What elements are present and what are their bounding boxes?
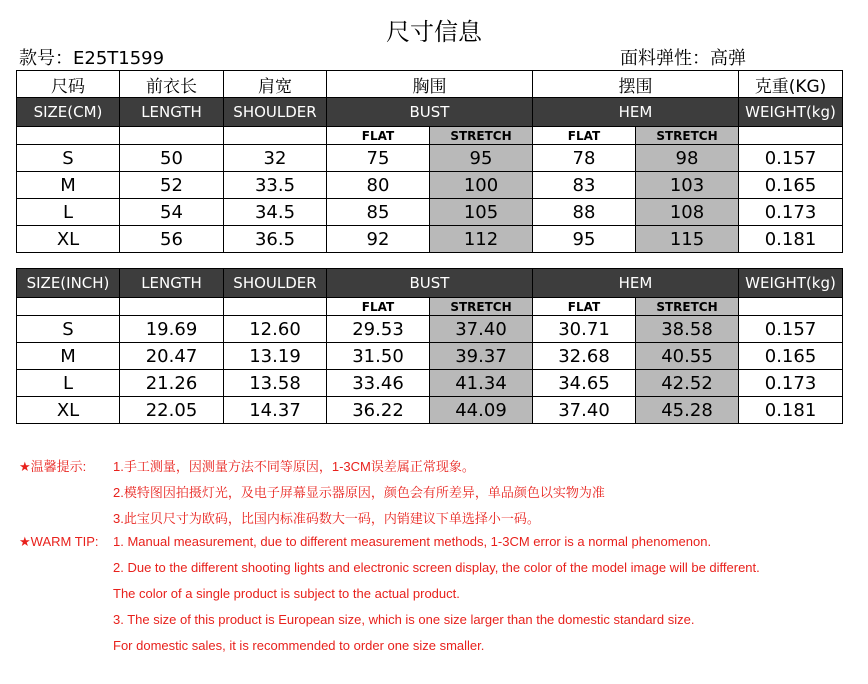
en-tip-text: The color of a single product is subject to the actual product.	[113, 586, 460, 601]
hem-stretch-cell: 103	[636, 172, 739, 199]
header-bust: BUST	[327, 98, 533, 127]
size-cell: L	[17, 199, 120, 226]
hem-flat-cell: 34.65	[533, 370, 636, 397]
weight-cell: 0.165	[739, 172, 843, 199]
table-row	[17, 370, 843, 397]
header-hem-cn: 摆围	[533, 71, 739, 98]
shoulder-cell: 32	[224, 145, 327, 172]
length-cell: 20.47	[120, 343, 224, 370]
weight-cell: 0.157	[739, 316, 843, 343]
size-table-cm	[16, 70, 843, 253]
shoulder-cell: 12.60	[224, 316, 327, 343]
style-number: 款号：E25T1599	[19, 48, 165, 69]
bust-flat-cell: 33.46	[327, 370, 430, 397]
sub-header-stretch: STRETCH	[636, 127, 739, 145]
length-cell: 19.69	[120, 316, 224, 343]
header-weight: WEIGHT(kg)	[739, 98, 843, 127]
header-shoulder-cn: 肩宽	[224, 71, 327, 98]
hem-flat-cell: 37.40	[533, 397, 636, 424]
hem-flat-cell: 95	[533, 226, 636, 253]
bust-stretch-cell: 105	[430, 199, 533, 226]
weight-cell: 0.181	[739, 397, 843, 424]
sub-header-stretch: STRETCH	[430, 127, 533, 145]
header-weight-cn: 克重(KG)	[739, 71, 843, 98]
cn-tip-text: 3.此宝贝尺寸为欧码，比国内标准码数大一码，内销建议下单选择小一码。	[113, 511, 540, 526]
hem-stretch-cell: 115	[636, 226, 739, 253]
bust-flat-cell: 80	[327, 172, 430, 199]
hem-stretch-cell: 45.28	[636, 397, 739, 424]
table-row	[17, 145, 843, 172]
header-size-cn: 尺码	[17, 71, 120, 98]
hem-flat-cell: 88	[533, 199, 636, 226]
table-row	[17, 172, 843, 199]
en-tip-text: 3. The size of this product is European size, which is one size larger than the domestic standard size.	[113, 612, 695, 627]
length-cell: 56	[120, 226, 224, 253]
bust-flat-cell: 92	[327, 226, 430, 253]
bust-stretch-cell: 41.34	[430, 370, 533, 397]
header-length: LENGTH	[120, 269, 224, 298]
header-hem: HEM	[533, 98, 739, 127]
bust-stretch-cell: 44.09	[430, 397, 533, 424]
en-tip-text: For domestic sales, it is recommended to order one size smaller.	[113, 638, 485, 653]
bust-flat-cell: 29.53	[327, 316, 430, 343]
bust-stretch-cell: 95	[430, 145, 533, 172]
bust-flat-cell: 75	[327, 145, 430, 172]
header-shoulder: SHOULDER	[224, 98, 327, 127]
shoulder-cell: 14.37	[224, 397, 327, 424]
weight-cell: 0.173	[739, 199, 843, 226]
hem-flat-cell: 30.71	[533, 316, 636, 343]
blank-cell	[224, 298, 327, 316]
table-row	[17, 397, 843, 424]
size-cell: XL	[17, 226, 120, 253]
cn-tip-text: 1.手工测量，因测量方法不同等原因，1-3CM误差属正常现象。	[113, 459, 475, 474]
hem-stretch-cell: 98	[636, 145, 739, 172]
size-cell: M	[17, 172, 120, 199]
shoulder-cell: 13.19	[224, 343, 327, 370]
weight-cell: 0.181	[739, 226, 843, 253]
size-table-inch	[16, 268, 843, 424]
header-size: SIZE(INCH)	[17, 269, 120, 298]
sub-header-flat: FLAT	[327, 127, 430, 145]
blank-cell	[120, 127, 224, 145]
header-hem: HEM	[533, 269, 739, 298]
en-tip-text: 1. Manual measurement, due to different measurement methods, 1-3CM error is a normal phenomenon.	[113, 534, 712, 549]
bust-flat-cell: 36.22	[327, 397, 430, 424]
shoulder-cell: 34.5	[224, 199, 327, 226]
en-tip-label: ★WARM TIP:	[19, 534, 99, 549]
blank-cell	[17, 298, 120, 316]
header-bust-cn: 胸围	[327, 71, 533, 98]
hem-stretch-cell: 108	[636, 199, 739, 226]
length-cell: 50	[120, 145, 224, 172]
size-cell: M	[17, 343, 120, 370]
sub-header-row	[17, 298, 843, 316]
bust-flat-cell: 31.50	[327, 343, 430, 370]
english-header-row	[17, 269, 843, 298]
length-cell: 52	[120, 172, 224, 199]
sub-header-stretch: STRETCH	[636, 298, 739, 316]
sub-header-flat: FLAT	[533, 298, 636, 316]
hem-flat-cell: 78	[533, 145, 636, 172]
weight-cell: 0.165	[739, 343, 843, 370]
header-length: LENGTH	[120, 98, 224, 127]
table-row	[17, 343, 843, 370]
size-cell: XL	[17, 397, 120, 424]
size-cell: S	[17, 316, 120, 343]
blank-cell	[17, 127, 120, 145]
hem-flat-cell: 32.68	[533, 343, 636, 370]
blank-cell	[739, 298, 843, 316]
header-weight: WEIGHT(kg)	[739, 269, 843, 298]
hem-flat-cell: 83	[533, 172, 636, 199]
length-cell: 22.05	[120, 397, 224, 424]
header-length-cn: 前衣长	[120, 71, 224, 98]
chinese-header-row	[17, 71, 843, 98]
cn-tip-label: ★温馨提示:	[19, 459, 87, 474]
table-row	[17, 199, 843, 226]
shoulder-cell: 33.5	[224, 172, 327, 199]
header-shoulder: SHOULDER	[224, 269, 327, 298]
header-size: SIZE(CM)	[17, 98, 120, 127]
table-row	[17, 316, 843, 343]
en-tip-text: 2. Due to the different shooting lights and electronic screen display, the color of the model image will be different.	[113, 560, 760, 575]
hem-stretch-cell: 42.52	[636, 370, 739, 397]
sub-header-flat: FLAT	[533, 127, 636, 145]
length-cell: 54	[120, 199, 224, 226]
cn-tip-text: 2.模特图因拍摄灯光，及电子屏幕显示器原因，颜色会有所差异，单品颜色以实物为准	[113, 485, 605, 500]
fabric-elasticity: 面料弹性：高弹	[620, 48, 746, 69]
weight-cell: 0.157	[739, 145, 843, 172]
hem-stretch-cell: 40.55	[636, 343, 739, 370]
page-title: 尺寸信息	[386, 18, 482, 46]
sub-header-stretch: STRETCH	[430, 298, 533, 316]
size-cell: S	[17, 145, 120, 172]
sub-header-row	[17, 127, 843, 145]
table-row	[17, 226, 843, 253]
bust-stretch-cell: 100	[430, 172, 533, 199]
shoulder-cell: 36.5	[224, 226, 327, 253]
size-cell: L	[17, 370, 120, 397]
english-header-row	[17, 98, 843, 127]
header-bust: BUST	[327, 269, 533, 298]
weight-cell: 0.173	[739, 370, 843, 397]
blank-cell	[739, 127, 843, 145]
bust-stretch-cell: 112	[430, 226, 533, 253]
sub-header-flat: FLAT	[327, 298, 430, 316]
shoulder-cell: 13.58	[224, 370, 327, 397]
length-cell: 21.26	[120, 370, 224, 397]
blank-cell	[120, 298, 224, 316]
bust-stretch-cell: 39.37	[430, 343, 533, 370]
hem-stretch-cell: 38.58	[636, 316, 739, 343]
bust-stretch-cell: 37.40	[430, 316, 533, 343]
blank-cell	[224, 127, 327, 145]
bust-flat-cell: 85	[327, 199, 430, 226]
